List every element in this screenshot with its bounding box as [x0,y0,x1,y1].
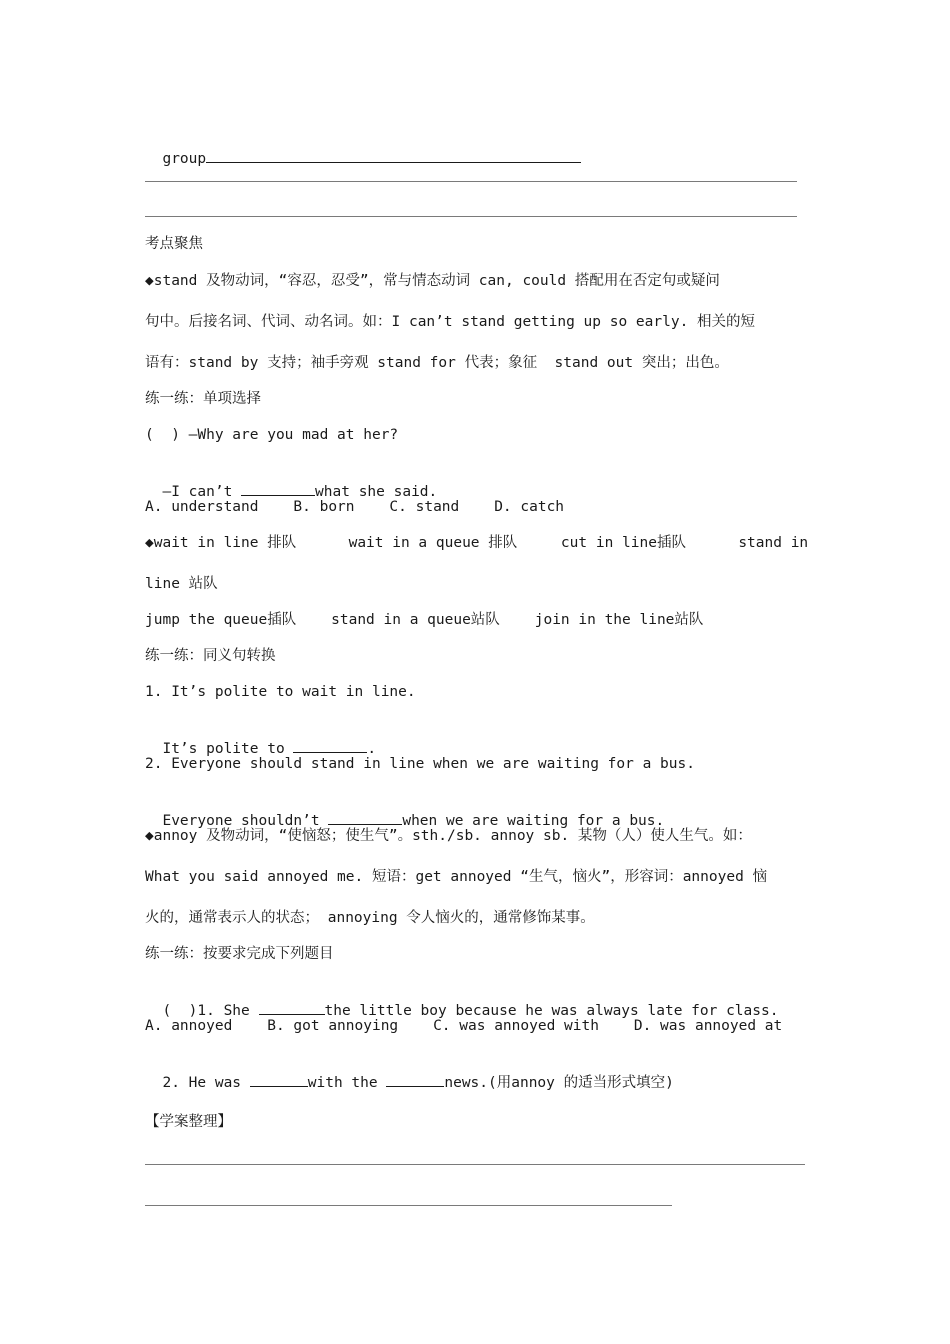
summary-rule-2 [145,1205,672,1206]
line-answer-1-text: It’s polite to [162,741,294,757]
answer-rule-1 [145,181,797,182]
annoy-explanation-line-3: 火的，通常表示人的状态； annoying 令人恼火的，通常修饰某事。 [145,910,595,926]
annoy-question-1-options: A. annoyed B. got annoying C. was annoyed with D. was annoyed at [145,1018,783,1034]
summary-title: 【学案整理】 [145,1114,232,1130]
answer-rule-2 [145,216,797,217]
focus-title: 考点聚焦 [145,236,203,252]
stand-question-options: A. understand B. born C. stand D. catch [145,499,565,515]
stand-question-line-1: ( ) —Why are you mad at her? [145,427,399,443]
annoy-explanation-line-1: ◆annoy 及物动词，“使恼怒；使生气”。sth./sb. annoy sb. 某物（人）使人生气。如： [145,828,752,844]
stand-practice-title: 练一练：单项选择 [145,391,261,407]
annoy-question-2-blank-1[interactable] [250,1072,308,1087]
group-blank[interactable] [206,148,581,163]
annoy-question-1-text: ( )1. She [162,1003,259,1019]
stand-question-blank[interactable] [241,481,315,496]
line-phrases-line-2: line 站队 [145,576,218,592]
line-answer-2-blank[interactable] [328,810,402,825]
annoy-question-2-blank-2[interactable] [386,1072,444,1087]
summary-rule-1 [145,1164,805,1165]
stand-explanation-line-1: ◆stand 及物动词，“容忍，忍受”，常与情态动词 can, could 搭配用在否定句或疑问 [145,273,720,289]
line-answer-1-end: . [367,741,377,757]
line-answer-1-blank[interactable] [293,738,367,753]
annoy-question-1 [145,980,778,1021]
annoy-question-2 [145,1052,674,1093]
stand-question-text: —I can’t [162,484,242,500]
annoy-question-1-end: the little boy because he was always late for class. [324,1003,779,1019]
annoy-question-2-end: news.(用annoy 的适当形式填空) [444,1075,674,1091]
stand-explanation-line-3: 语有：stand by 支持；袖手旁观 stand for 代表；象征 stand out 突出；出色。 [145,355,729,371]
line-question-1: 1. It’s polite to wait in line. [145,684,416,700]
line-answer-2-end: when we are waiting for a bus. [402,813,665,829]
group-line [145,128,581,169]
annoy-explanation-line-2: What you said annoyed me. 短语：get annoyed “生气，恼火”，形容词：annoyed 恼 [145,869,768,885]
line-phrases-line-1: ◆wait in line 排队 wait in a queue 排队 cut in line插队 stand in [145,535,809,551]
annoy-question-1-blank[interactable] [259,1000,325,1015]
group-label: group [162,151,207,167]
line-answer-2-text: Everyone shouldn’t [162,813,329,829]
annoy-question-2-text: 2. He was [162,1075,250,1091]
annoy-practice-title: 练一练：按要求完成下列题目 [145,946,334,962]
stand-question-line-2 [145,461,437,502]
annoy-question-2-mid: with the [307,1075,387,1091]
line-answer-1 [145,718,376,759]
stand-question-text-end: what she said. [315,484,438,500]
line-question-2: 2. Everyone should stand in line when we are waiting for a bus. [145,756,695,772]
line-practice-title: 练一练：同义句转换 [145,648,276,664]
line-phrases-line-3: jump the queue插队 stand in a queue站队 join in the line站队 [145,612,704,628]
stand-explanation-line-2: 句中。后接名词、代词、动名词。如：I can’t stand getting up so early. 相关的短 [145,314,756,330]
line-answer-2 [145,790,664,831]
